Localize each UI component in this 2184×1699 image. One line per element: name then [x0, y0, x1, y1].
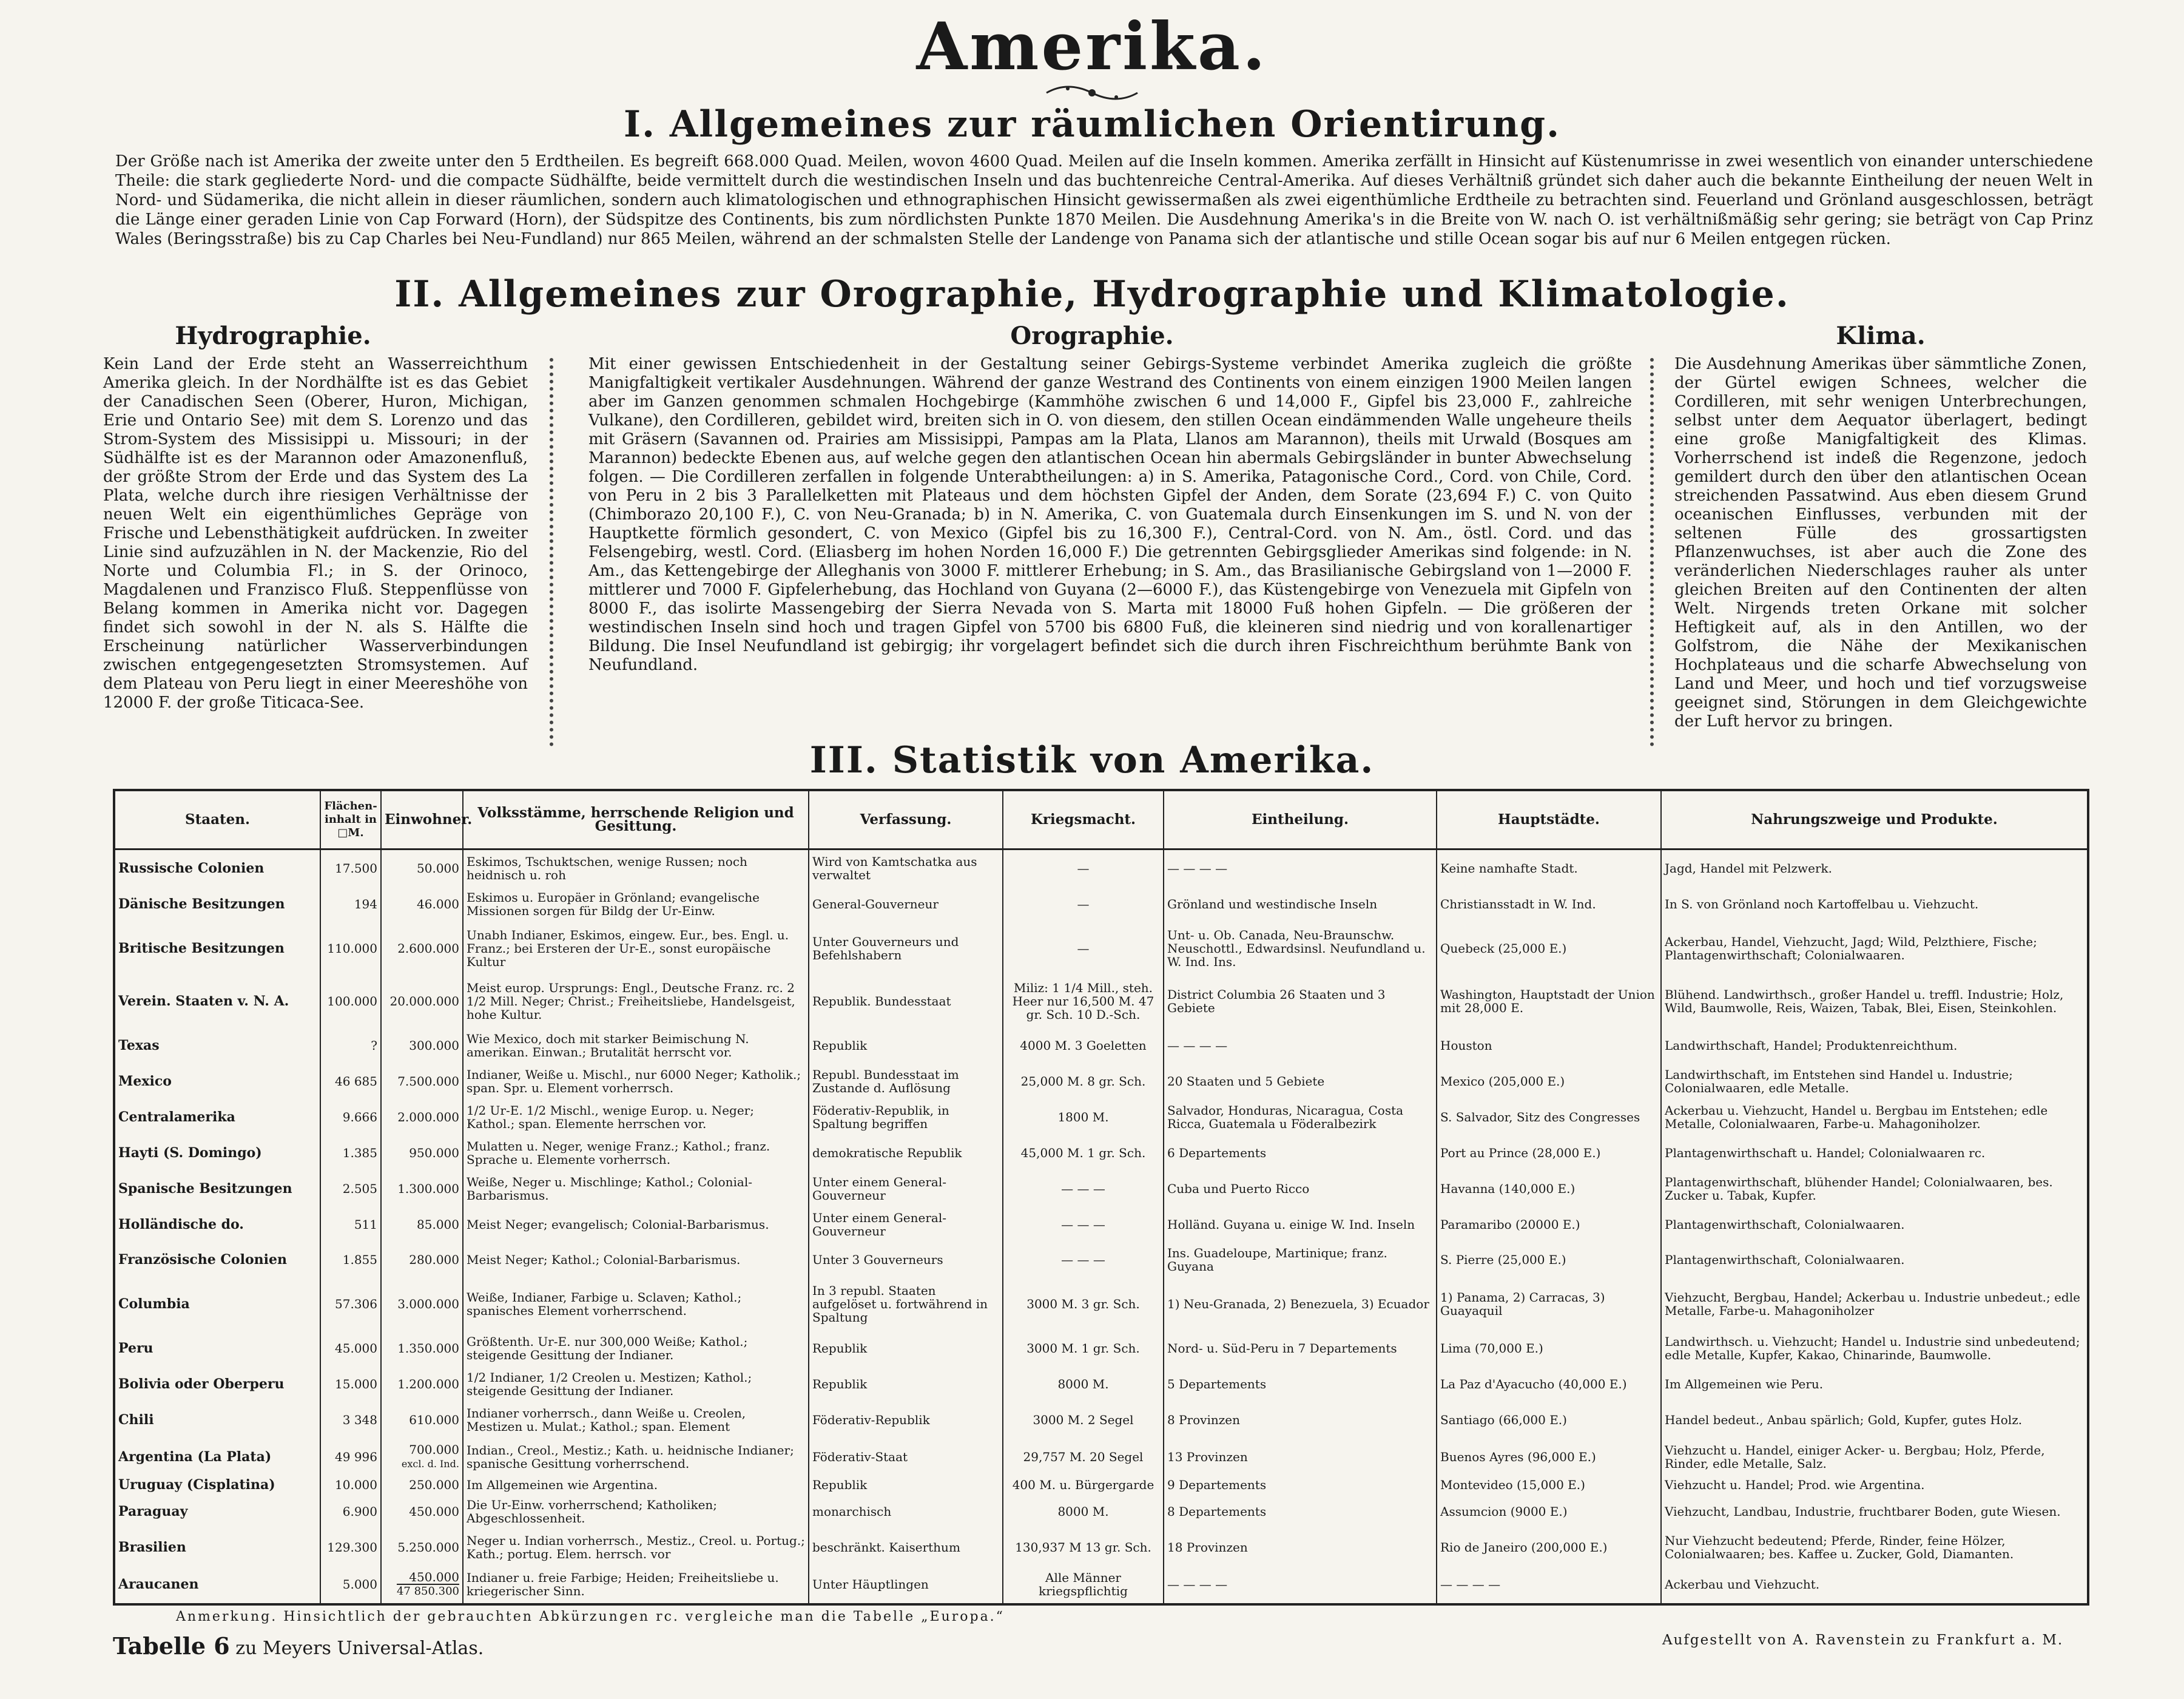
- cell-krieg: Miliz: 1 1/4 Mill., steh. Heer nur 16,500 M. 47 gr. Sch. 10 D.-Sch.: [1003, 974, 1164, 1027]
- cell-staat: Araucanen: [114, 1566, 320, 1604]
- cell-verfassung: Republik: [809, 1331, 1003, 1366]
- section1-text: Der Größe nach ist Amerika der zweite unter den 5 Erdtheilen. Es begreift 668.000 Quad. Meilen, wovon 4600 Quad. Meilen auf die Inseln kommen. Amerika zerfällt in Hinsicht auf Küstenumrisse in zwei wesentlich von einander unterschiedene Theile: die stark gegliederte Nord- und die compacte Südhälfte, beide vermittelt durch die westindischen Inseln und das buchtenreiche Central-Amerika. Auf dieses Verhältniß gründet sich daher auch die bekannte Eintheilung der neuen Welt in Nord- und Südamerika, die nicht allein in dieser räumlichen, sondern auch klimatologischen und ethnographischen Hinsicht gewissermaßen als zwei eigenthümliche Erdtheile zu betrachten sind. Feuerland und Grönland ausgeschlossen, beträgt die Länge einer geraden Linie von Cap Forward (Horn), der Südspitze des Continents, bis zum nördlichsten Punkte 1870 Meilen. Die Ausdehnung Amerika's in die Breite von W. nach O. ist verhältnißmäßig sehr gering; sie beträgt von Cap Prinz Wales (Beringsstraße) bis zu Cap Charles bei Neu-Fundland) nur 865 Meilen, während an der schmalsten Stelle der Landenge von Panama sich der atlantische und stille Ocean sogar bis auf nur 6 Meilen entgegen rücken.: [115, 152, 2093, 248]
- cell-nahrung: Im Allgemeinen wie Peru.: [1661, 1366, 2088, 1402]
- cell-staat: Französische Colonien: [114, 1242, 320, 1278]
- cell-flaeche: 46 685: [320, 1063, 381, 1099]
- cell-verfassung: Republik: [809, 1366, 1003, 1402]
- table-row: [114, 1475, 2088, 1494]
- cell-haupt: — — — —: [1437, 1566, 1661, 1604]
- cell-haupt: 1) Panama, 2) Carracas, 3) Guayaquil: [1437, 1278, 1661, 1331]
- section2-heading: II. Allgemeines zur Orographie, Hydrographie und Klimatologie.: [394, 273, 1790, 316]
- cell-flaeche: 2.505: [320, 1170, 381, 1206]
- cell-einwohner: 610.000: [381, 1402, 463, 1438]
- cell-staat: Hayti (S. Domingo): [114, 1135, 320, 1170]
- cell-staat: Peru: [114, 1331, 320, 1366]
- col-header-eintheilung: Eintheilung.: [1164, 790, 1437, 850]
- cell-einwohner: 300.000: [381, 1027, 463, 1063]
- cell-einwohner: 46.000: [381, 886, 463, 922]
- cell-krieg: Alle Männer kriegspflichtig: [1003, 1566, 1164, 1604]
- cell-einwohner: 3.000.000: [381, 1278, 463, 1331]
- table-row: [114, 1278, 2088, 1331]
- table-row: [114, 1170, 2088, 1206]
- cell-volk: Meist europ. Ursprungs: Engl., Deutsche Franz. rc. 2 1/2 Mill. Neger; Christ.; Freiheitsliebe, Handelsgeist, hohe Kultur.: [463, 974, 809, 1027]
- table-row: [114, 1494, 2088, 1530]
- cell-volk: Weiße, Neger u. Mischlinge; Kathol.; Colonial-Barbarismus.: [463, 1170, 809, 1206]
- section1-heading: I. Allgemeines zur räumlichen Orientirung.: [624, 103, 1560, 146]
- cell-staat: Brasilien: [114, 1530, 320, 1566]
- cell-nahrung: Handel bedeut., Anbau spärlich; Gold, Kupfer, gutes Holz.: [1661, 1402, 2088, 1438]
- cell-haupt: S. Pierre (25,000 E.): [1437, 1242, 1661, 1278]
- oro-text: Mit einer gewissen Entschiedenheit in der Gestaltung seiner Gebirgs-Systeme verbindet Amerika zugleich die größte Manigfaltigkeit vertikaler Ausdehnungen. Während der ganze Westrand des Continents von einem einzigen 1900 Meilen langen aber im Ganzen genommen schmalen Hochgebirge (Kammhöhe zwischen 6 und 14,000 F., Gipfel bis 23,000 F., zahlreiche Vulkane), den Cordilleren, gebildet wird, breiten sich in O. von diesem, den stillen Ocean eindämmenden Walle ungeheure theils mit Gräsern (Savannen od. Prairies am Missisippi, Pampas am la Plata, Llanos am Marannon), theils mit Urwald (Bosques am Marannon) bedeckte Ebenen aus, auf welche gegen den atlantischen Ocean hin abermals Gebirgsländer in bunter Abwechselung folgen. — Die Cordilleren zerfallen in folgende Unterabtheilungen: a) in S. Amerika, Patagonische Cord., Cord. von Chile, Cord. von Peru in 2 bis 3 Parallelketten mit Plateaus und dem höchsten Gipfel der Anden, dem Sorate (23,694 F.) C. von Quito (Chimborazo 20,100 F.), C. von Neu-Granada; b) in N. Amerika, C. von Guatemala durch Einsenkungen im S. und N. von der Hauptkette förmlich gesondert, C. von Mexico (Gipfel bis zu 16,300 F.), Central-Cord. von N. Am., östl. Cord. und das Felsengebirg, westl. Cord. (Eliasberg im hohen Norden 16,000 F.) Die getrennten Gebirgsglieder Amerikas sind folgende: in N. Am., das Kettengebirge der Alleghanis von 3000 F. mittlerer Erhebung; in S. Am., das Brasilianische Gebirgsland von 1—2000 F. mittlerer und 7000 F. Gipfelerhebung, das Hochland von Guyana (2—6000 F.), das Küstengebirge von Venezuela mit Gipfeln von 8000 F., das isolirte Massengebirg der Sierra Nevada von S. Marta mit 18000 Fuß hohen Gipfeln. — Die größeren der westindischen Inseln sind hoch und tragen Gipfel von 5700 bis 6800 Fuß, die kleineren sind niedrig und von korallenartiger Bildung. Die Insel Neufundland ist gebirgig; ihr vorgelagert befindet sich die durch ihren Fischreichthum berühmte Bank von Neufundland.: [588, 355, 1632, 674]
- col-header-volk: Volksstämme, herrschende Religion und Gesittung.: [463, 790, 809, 850]
- cell-einwohner: 1.350.000: [381, 1331, 463, 1366]
- cell-haupt: Houston: [1437, 1027, 1661, 1063]
- cell-flaeche: 57.306: [320, 1278, 381, 1331]
- cell-flaeche: 100.000: [320, 974, 381, 1027]
- table-row: [114, 1566, 2088, 1604]
- cell-volk: Im Allgemeinen wie Argentina.: [463, 1475, 809, 1494]
- cell-nahrung: Landwirthsch. u. Viehzucht; Handel u. Industrie sind unbedeutend; edle Metalle, Kupfer, Kakao, Chinarinde, Baumwolle.: [1661, 1331, 2088, 1366]
- cell-nahrung: Landwirthschaft, im Entstehen sind Handel u. Industrie; Colonialwaaren, edle Metalle.: [1661, 1063, 2088, 1099]
- cell-nahrung: Nur Viehzucht bedeutend; Pferde, Rinder, feine Hölzer, Colonialwaaren; bes. Kaffee u. Zucker, Gold, Diamanten.: [1661, 1530, 2088, 1566]
- cell-nahrung: Plantagenwirthschaft, blühender Handel; Colonialwaaren, bes. Zucker u. Tabak, Kupfer.: [1661, 1170, 2088, 1206]
- cell-verfassung: Republik. Bundesstaat: [809, 974, 1003, 1027]
- cell-flaeche: 15.000: [320, 1366, 381, 1402]
- cell-haupt: Rio de Janeiro (200,000 E.): [1437, 1530, 1661, 1566]
- cell-einwohner: [381, 1438, 463, 1475]
- cell-haupt: Montevideo (15,000 E.): [1437, 1475, 1661, 1494]
- cell-eintheilung: Salvador, Honduras, Nicaragua, Costa Ricca, Guatemala u Föderalbezirk: [1164, 1099, 1437, 1135]
- table-row: [114, 1530, 2088, 1566]
- cell-einwohner: 2.000.000: [381, 1099, 463, 1135]
- cell-volk: Indianer u. freie Farbige; Heiden; Freiheitsliebe u. kriegerischer Sinn.: [463, 1566, 809, 1604]
- cell-volk: Eskimos, Tschuktschen, wenige Russen; noch heidnisch u. roh: [463, 850, 809, 887]
- cell-flaeche: 1.855: [320, 1242, 381, 1278]
- cell-nahrung: Viehzucht, Landbau, Industrie, fruchtbarer Boden, gute Wiesen.: [1661, 1494, 2088, 1530]
- cell-haupt: Paramaribo (20000 E.): [1437, 1206, 1661, 1242]
- cell-staat: Chili: [114, 1402, 320, 1438]
- cell-staat: Paraguay: [114, 1494, 320, 1530]
- cell-krieg: 1800 M.: [1003, 1099, 1164, 1135]
- cell-nahrung: Blühend. Landwirthsch., großer Handel u. treffl. Industrie; Holz, Wild, Baumwolle, Reis, Waizen, Tabak, Blei, Eisen, Steinkohlen.: [1661, 974, 2088, 1027]
- cell-flaeche: 110.000: [320, 922, 381, 974]
- cell-nahrung: In S. von Grönland noch Kartoffelbau u. Viehzucht.: [1661, 886, 2088, 922]
- cell-verfassung: demokratische Republik: [809, 1135, 1003, 1170]
- einwohner-value: 450.000: [409, 1569, 459, 1584]
- cell-volk: Eskimos u. Europäer in Grönland; evangelische Missionen sorgen für Bildg der Ur-Einw.: [463, 886, 809, 922]
- cell-verfassung: Föderativ-Republik: [809, 1402, 1003, 1438]
- table-row: [114, 1242, 2088, 1278]
- table-row: [114, 850, 2088, 887]
- table-header-row: [114, 790, 2088, 850]
- cell-einwohner: 250.000: [381, 1475, 463, 1494]
- section3-heading: III. Statistik von Amerika.: [809, 739, 1375, 782]
- footnote: Anmerkung. Hinsichtlich der gebrauchten Abkürzungen rc. vergleiche man die Tabelle „Europa.“: [176, 1609, 1005, 1624]
- cell-eintheilung: Holländ. Guyana u. einige W. Ind. Inseln: [1164, 1206, 1437, 1242]
- cell-staat: Texas: [114, 1027, 320, 1063]
- cell-einwohner: 5.250.000: [381, 1530, 463, 1566]
- cell-krieg: 25,000 M. 8 gr. Sch.: [1003, 1063, 1164, 1099]
- cell-volk: Indianer vorherrsch., dann Weiße u. Creolen, Mestizen u. Mulat.; Kathol.; span. Element: [463, 1402, 809, 1438]
- cell-staat: Dänische Besitzungen: [114, 886, 320, 922]
- cell-volk: Meist Neger; Kathol.; Colonial-Barbarismus.: [463, 1242, 809, 1278]
- cell-volk: Meist Neger; evangelisch; Colonial-Barbarismus.: [463, 1206, 809, 1242]
- cell-flaeche: 49 996: [320, 1438, 381, 1475]
- cell-eintheilung: 5 Departements: [1164, 1366, 1437, 1402]
- cell-krieg: 3000 M. 1 gr. Sch.: [1003, 1331, 1164, 1366]
- cell-volk: Neger u. Indian vorherrsch., Mestiz., Creol. u. Portug.; Kath.; portug. Elem. herrsch. vor: [463, 1530, 809, 1566]
- cell-krieg: —: [1003, 850, 1164, 887]
- cell-eintheilung: 8 Departements: [1164, 1494, 1437, 1530]
- cell-verfassung: Unter einem General-Gouverneur: [809, 1170, 1003, 1206]
- cell-flaeche: 511: [320, 1206, 381, 1242]
- cell-flaeche: 1.385: [320, 1135, 381, 1170]
- cell-verfassung: monarchisch: [809, 1494, 1003, 1530]
- col-header-haupt: Hauptstädte.: [1437, 790, 1661, 850]
- cell-staat: Holländische do.: [114, 1206, 320, 1242]
- cell-krieg: — — —: [1003, 1206, 1164, 1242]
- cell-eintheilung: Grönland und westindische Inseln: [1164, 886, 1437, 922]
- cell-verfassung: Republ. Bundesstaat im Zustande d. Auflösung: [809, 1063, 1003, 1099]
- cell-flaeche: 17.500: [320, 850, 381, 887]
- cell-eintheilung: 20 Staaten und 5 Gebiete: [1164, 1063, 1437, 1099]
- cell-krieg: 4000 M. 3 Goeletten: [1003, 1027, 1164, 1063]
- table-row: [114, 886, 2088, 922]
- cell-staat: Argentina (La Plata): [114, 1438, 320, 1475]
- cell-krieg: 3000 M. 3 gr. Sch.: [1003, 1278, 1164, 1331]
- cell-nahrung: Ackerbau u. Viehzucht, Handel u. Bergbau im Entstehen; edle Metalle, Colonialwaaren, Farbe-u. Mahagoniholzer.: [1661, 1099, 2088, 1135]
- cell-volk: Die Ur-Einw. vorherrschend; Katholiken; Abgeschlossenheit.: [463, 1494, 809, 1530]
- cell-flaeche: 5.000: [320, 1566, 381, 1604]
- table-reference-text: zu Meyers Universal-Atlas.: [235, 1638, 484, 1659]
- cell-haupt: Havanna (140,000 E.): [1437, 1170, 1661, 1206]
- column-divider: [1650, 358, 1662, 746]
- cell-eintheilung: 13 Provinzen: [1164, 1438, 1437, 1475]
- table-row: [114, 1063, 2088, 1099]
- cell-einwohner: 7.500.000: [381, 1063, 463, 1099]
- cell-flaeche: 9.666: [320, 1099, 381, 1135]
- cell-eintheilung: 8 Provinzen: [1164, 1402, 1437, 1438]
- cell-verfassung: Wird von Kamtschatka aus verwaltet: [809, 850, 1003, 887]
- cell-haupt: S. Salvador, Sitz des Congresses: [1437, 1099, 1661, 1135]
- cell-staat: Columbia: [114, 1278, 320, 1331]
- cell-eintheilung: Cuba und Puerto Ricco: [1164, 1170, 1437, 1206]
- cell-volk: 1/2 Ur-E. 1/2 Mischl., wenige Europ. u. Neger; Kathol.; span. Elemente herrschen vor.: [463, 1099, 809, 1135]
- cell-nahrung: Landwirthschaft, Handel; Produktenreichthum.: [1661, 1027, 2088, 1063]
- col-header-staaten: Staaten.: [114, 790, 320, 850]
- cell-eintheilung: 18 Provinzen: [1164, 1530, 1437, 1566]
- cell-eintheilung: Nord- u. Süd-Peru in 7 Departements: [1164, 1331, 1437, 1366]
- cell-eintheilung: 1) Neu-Granada, 2) Benezuela, 3) Ecuador: [1164, 1278, 1437, 1331]
- cell-haupt: Christiansstadt in W. Ind.: [1437, 886, 1661, 922]
- cell-krieg: — — —: [1003, 1242, 1164, 1278]
- oro-heading: Orographie.: [1010, 322, 1174, 350]
- cell-nahrung: Ackerbau und Viehzucht.: [1661, 1566, 2088, 1604]
- table-row: [114, 1099, 2088, 1135]
- cell-einwohner: 85.000: [381, 1206, 463, 1242]
- cell-nahrung: Plantagenwirthschaft, Colonialwaaren.: [1661, 1206, 2088, 1242]
- cell-einwohner: 1.300.000: [381, 1170, 463, 1206]
- cell-eintheilung: — — — —: [1164, 850, 1437, 887]
- cell-krieg: —: [1003, 886, 1164, 922]
- total-einwohner: 47 850.300: [396, 1584, 459, 1598]
- statistics-table: [113, 789, 2089, 1606]
- einwohner-value: 700.000: [409, 1442, 459, 1457]
- cell-verfassung: Unter Häuptlingen: [809, 1566, 1003, 1604]
- cell-staat: Bolivia oder Oberperu: [114, 1366, 320, 1402]
- cell-staat: Russische Colonien: [114, 850, 320, 887]
- cell-nahrung: Plantagenwirthschaft, Colonialwaaren.: [1661, 1242, 2088, 1278]
- cell-eintheilung: — — — —: [1164, 1027, 1437, 1063]
- credit: Aufgestellt von A. Ravenstein zu Frankfurt a. M.: [1662, 1632, 2064, 1648]
- cell-volk: Indianer, Weiße u. Mischl., nur 6000 Neger; Katholik.; span. Spr. u. Element vorherrsch.: [463, 1063, 809, 1099]
- cell-einwohner: 950.000: [381, 1135, 463, 1170]
- cell-nahrung: Ackerbau, Handel, Viehzucht, Jagd; Wild, Pelzthiere, Fische; Plantagenwirthschaft; Colonialwaaren.: [1661, 922, 2088, 974]
- cell-krieg: 3000 M. 2 Segel: [1003, 1402, 1164, 1438]
- cell-volk: Indian., Creol., Mestiz.; Kath. u. heidnische Indianer; spanische Gesittung vorherrschend.: [463, 1438, 809, 1475]
- table-row: [114, 1366, 2088, 1402]
- cell-haupt: Mexico (205,000 E.): [1437, 1063, 1661, 1099]
- ornament-icon: [1043, 84, 1141, 102]
- cell-nahrung: Plantagenwirthschaft u. Handel; Colonialwaaren rc.: [1661, 1135, 2088, 1170]
- table-row: [114, 1135, 2088, 1170]
- cell-eintheilung: 9 Departements: [1164, 1475, 1437, 1494]
- table-reference-label: Tabelle 6: [113, 1632, 230, 1660]
- cell-flaeche: 6.900: [320, 1494, 381, 1530]
- col-header-einwohner: Einwohner.: [381, 790, 463, 850]
- cell-nahrung: Viehzucht u. Handel; Prod. wie Argentina.: [1661, 1475, 2088, 1494]
- cell-eintheilung: Unt- u. Ob. Canada, Neu-Braunschw. Neuschottl., Edwardsinsl. Neufundland u. W. Ind. Ins.: [1164, 922, 1437, 974]
- table-row: [114, 1206, 2088, 1242]
- cell-eintheilung: 6 Departements: [1164, 1135, 1437, 1170]
- einwohner-note: excl. d. Ind.: [401, 1457, 459, 1470]
- cell-einwohner: 1.200.000: [381, 1366, 463, 1402]
- cell-krieg: — — —: [1003, 1170, 1164, 1206]
- cell-einwohner: 450.000: [381, 1494, 463, 1530]
- col-header-flaeche: Flächen-inhalt in □M.: [320, 790, 381, 850]
- cell-krieg: 8000 M.: [1003, 1494, 1164, 1530]
- cell-verfassung: In 3 republ. Staaten aufgelöset u. fortwährend in Spaltung: [809, 1278, 1003, 1331]
- cell-krieg: 29,757 M. 20 Segel: [1003, 1438, 1164, 1475]
- cell-nahrung: Jagd, Handel mit Pelzwerk.: [1661, 850, 2088, 887]
- cell-flaeche: 45.000: [320, 1331, 381, 1366]
- cell-haupt: La Paz d'Ayacucho (40,000 E.): [1437, 1366, 1661, 1402]
- cell-flaeche: ?: [320, 1027, 381, 1063]
- cell-verfassung: Unter 3 Gouverneurs: [809, 1242, 1003, 1278]
- cell-flaeche: 194: [320, 886, 381, 922]
- cell-haupt: Assumcion (9000 E.): [1437, 1494, 1661, 1530]
- cell-volk: Größtenth. Ur-E. nur 300,000 Weiße; Kathol.; steigende Gesittung der Indianer.: [463, 1331, 809, 1366]
- cell-nahrung: Viehzucht, Bergbau, Handel; Ackerbau u. Industrie unbedeut.; edle Metalle, Farbe-u. Mahagoniholzer: [1661, 1278, 2088, 1331]
- cell-verfassung: Föderativ-Staat: [809, 1438, 1003, 1475]
- table-row: [114, 974, 2088, 1027]
- cell-volk: Weiße, Indianer, Farbige u. Sclaven; Kathol.; spanisches Element vorherrschend.: [463, 1278, 809, 1331]
- cell-volk: Mulatten u. Neger, wenige Franz.; Kathol.; franz. Sprache u. Elemente vorherrsch.: [463, 1135, 809, 1170]
- cell-krieg: 400 M. u. Bürgergarde: [1003, 1475, 1164, 1494]
- cell-haupt: Buenos Ayres (96,000 E.): [1437, 1438, 1661, 1475]
- cell-haupt: Quebeck (25,000 E.): [1437, 922, 1661, 974]
- cell-haupt: Lima (70,000 E.): [1437, 1331, 1661, 1366]
- cell-einwohner: 50.000: [381, 850, 463, 887]
- cell-haupt: Washington, Hauptstadt der Union mit 28,000 E.: [1437, 974, 1661, 1027]
- cell-verfassung: beschränkt. Kaiserthum: [809, 1530, 1003, 1566]
- cell-volk: Unabh Indianer, Eskimos, eingew. Eur., bes. Engl. u. Franz.; bei Ersteren der Ur-E., sonst europäische Kultur: [463, 922, 809, 974]
- col-header-krieg: Kriegsmacht.: [1003, 790, 1164, 850]
- cell-staat: Britische Besitzungen: [114, 922, 320, 974]
- col-header-verfassung: Verfassung.: [809, 790, 1003, 850]
- cell-flaeche: 3 348: [320, 1402, 381, 1438]
- cell-eintheilung: District Columbia 26 Staaten und 3 Gebiete: [1164, 974, 1437, 1027]
- cell-verfassung: Unter Gouverneurs und Befehlshabern: [809, 922, 1003, 974]
- cell-staat: Mexico: [114, 1063, 320, 1099]
- cell-eintheilung: — — — —: [1164, 1566, 1437, 1604]
- cell-staat: Spanische Besitzungen: [114, 1170, 320, 1206]
- cell-haupt: Santiago (66,000 E.): [1437, 1402, 1661, 1438]
- cell-krieg: 8000 M.: [1003, 1366, 1164, 1402]
- cell-verfassung: Republik: [809, 1027, 1003, 1063]
- hydro-text: Kein Land der Erde steht an Wasserreichthum Amerika gleich. In der Nordhälfte ist es das Gebiet der Canadischen Seen (Oberer, Huron, Michigan, Erie und Ontario See) mit dem S. Lorenzo und das Strom-System des Missisippi u. Missouri; in der Südhälfte ist es der Marannon oder Amazonenfluß, der größte Strom der Erde und das System des La Plata, welche durch ihre riesigen Verhältnisse der neuen Welt ein eigenthümliches Gepräge von Frische und Lebensthätigkeit aufdrücken. In zweiter Linie sind aufzuzählen in N. der Mackenzie, Rio del Norte und Columbia Fl.; in S. der Orinoco, Magdalenen und Franzisco Fluß. Steppenflüsse von Belang kommen in Amerika nicht vor. Dagegen findet sich sowohl in der N. als S. Hälfte die Erscheinung natürlicher Wasserverbindungen zwischen entgegengesetzten Stromsystemen. Auf dem Plateau von Peru liegt in einer Meereshöhe von 12000 F. der große Titicaca-See.: [103, 355, 528, 712]
- cell-krieg: —: [1003, 922, 1164, 974]
- page-title: Amerika.: [916, 8, 1268, 85]
- cell-krieg: 130,937 M 13 gr. Sch.: [1003, 1530, 1164, 1566]
- cell-flaeche: 129.300: [320, 1530, 381, 1566]
- table-reference: [113, 1632, 484, 1660]
- klima-text: Die Ausdehnung Amerikas über sämmtliche Zonen, der Gürtel ewigen Schnees, welcher die Cordilleren, mit sehr wenigen Unterbrechungen, selbst unter dem Aequator überlagert, bedingt eine große Manigfaltigkeit des Klimas. Vorherrschend ist indeß die Regenzone, jedoch gemildert durch den über den atlantischen Ocean streichenden Passatwind. Aus eben diesem Grund oceanischen Einflusses, verbunden mit der seltenen Fülle des grossartigsten Pflanzenwuchses, ist aber auch die Zone des veränderlichen Niederschlages rauher als unter gleichen Breiten auf den Continenten der alten Welt. Nirgends treten Orkane mit solcher Heftigkeit auf, als in den Antillen, wo der Golfstrom, die Nähe der Mexikanischen Hochplateaus und die scharfe Abwechselung von Land und Meer, und hoch und tief vorzugsweise geeignet sind, Störungen in dem Gleichgewichte der Luft hervor zu bringen.: [1674, 355, 2087, 731]
- cell-einwohner: 2.600.000: [381, 922, 463, 974]
- col-header-nahrung: Nahrungszweige und Produkte.: [1661, 790, 2088, 850]
- table-row: [114, 1027, 2088, 1063]
- cell-volk: 1/2 Indianer, 1/2 Creolen u. Mestizen; Kathol.; steigende Gesittung der Indianer.: [463, 1366, 809, 1402]
- cell-haupt: Keine namhafte Stadt.: [1437, 850, 1661, 887]
- hydro-heading: Hydrographie.: [175, 322, 371, 350]
- cell-volk: Wie Mexico, doch mit starker Beimischung N. amerikan. Einwan.; Brutalität herrscht vor.: [463, 1027, 809, 1063]
- cell-einwohner: 280.000: [381, 1242, 463, 1278]
- cell-krieg: 45,000 M. 1 gr. Sch.: [1003, 1135, 1164, 1170]
- table-row: [114, 1438, 2088, 1475]
- table-row: [114, 1402, 2088, 1438]
- cell-haupt: Port au Prince (28,000 E.): [1437, 1135, 1661, 1170]
- cell-staat: Uruguay (Cisplatina): [114, 1475, 320, 1494]
- cell-verfassung: Föderativ-Republik, in Spaltung begriffen: [809, 1099, 1003, 1135]
- column-divider: [550, 358, 562, 746]
- cell-einwohner: [381, 1566, 463, 1604]
- table-row: [114, 1331, 2088, 1366]
- cell-verfassung: General-Gouverneur: [809, 886, 1003, 922]
- cell-verfassung: Unter einem General-Gouverneur: [809, 1206, 1003, 1242]
- klima-heading: Klima.: [1836, 322, 1926, 350]
- cell-verfassung: Republik: [809, 1475, 1003, 1494]
- cell-einwohner: 20.000.000: [381, 974, 463, 1027]
- cell-staat: Verein. Staaten v. N. A.: [114, 974, 320, 1027]
- cell-eintheilung: Ins. Guadeloupe, Martinique; franz. Guyana: [1164, 1242, 1437, 1278]
- table-row: [114, 922, 2088, 974]
- cell-staat: Centralamerika: [114, 1099, 320, 1135]
- cell-nahrung: Viehzucht u. Handel, einiger Acker- u. Bergbau; Holz, Pferde, Rinder, edle Metalle, Salz.: [1661, 1438, 2088, 1475]
- cell-flaeche: 10.000: [320, 1475, 381, 1494]
